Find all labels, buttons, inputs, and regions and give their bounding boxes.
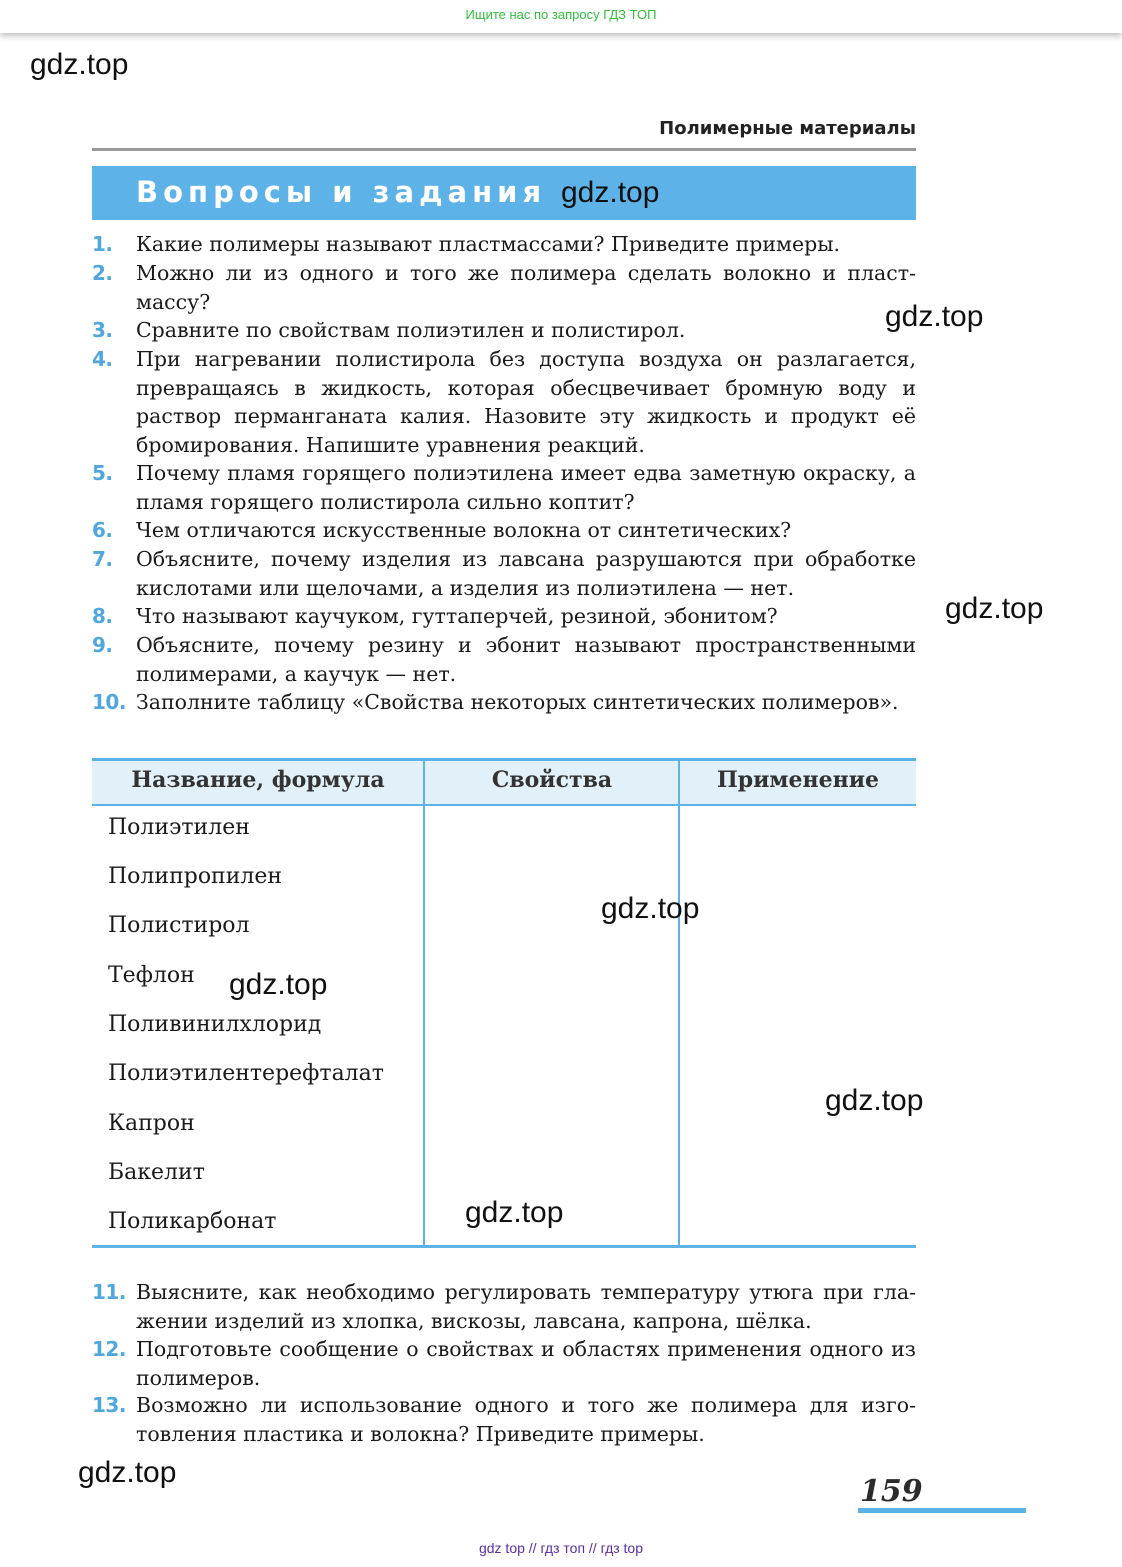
question-text: Какие полимеры называют пластмассами? Приведите примеры. [136, 232, 841, 256]
question-number: 6. [92, 518, 113, 542]
table-row: Полипропилен [108, 864, 283, 889]
question-text: При нагревании полистирола без доступа воздуха он разлагается, превращаясь в жидкость, которая обесцвечивает бромную воду и раствор перманганата калия. Назовите эту жидкость и продукт её бромирования. Напишите уравнения реакций. [136, 347, 916, 457]
question-item [92, 259, 916, 316]
running-head: Полимерные материалы [92, 118, 916, 151]
question-item [92, 631, 916, 688]
table-row: Тефлон [108, 963, 195, 988]
table-row: Капрон [108, 1111, 195, 1136]
question-number: 4. [92, 347, 113, 371]
watermark: gdz.top [465, 1196, 564, 1229]
table-column-divider [678, 758, 680, 1248]
table-header-cell: Свойства [491, 767, 613, 793]
watermark: gdz.top [601, 892, 700, 925]
table-row: Полиэтилен [108, 815, 250, 840]
table-header-rule [92, 804, 916, 806]
watermark: gdz.top [945, 592, 1044, 625]
watermark: gdz.top [229, 968, 328, 1001]
table-header-cell: Применение [716, 767, 880, 793]
page-number-text: 159 [860, 1474, 923, 1509]
question-item [92, 345, 916, 459]
question-text: Можно ли из одного и того же полимера сделать волокно и пластмассу? [136, 261, 916, 314]
top-banner [0, 0, 1122, 33]
section-title: Вопросы и задания [136, 175, 547, 209]
question-text: Объясните, почему резину и эбонит называют пространственными полимерами, а каучук — нет. [136, 633, 916, 686]
watermark: gdz.top [825, 1084, 924, 1117]
question-text: Выясните, как необходимо регулировать температуру утюга при глажении изделий из хлопка, вискозы, лавсана, капрона, шёлка. [136, 1280, 916, 1333]
question-number: 11. [92, 1280, 126, 1304]
question-number: 1. [92, 232, 113, 256]
table-row: Полиэтилентерефталат [108, 1061, 384, 1086]
question-item [92, 516, 916, 545]
question-text: Объясните, почему изделия из лавсана разрушаются при обработке кислотами или щелочами, а изделия из полиэтилена — нет. [136, 547, 916, 600]
question-item [92, 1335, 916, 1392]
watermark: gdz.top [78, 1456, 177, 1489]
page-number [858, 1474, 1026, 1513]
table-row: Полистирол [108, 913, 250, 938]
question-number: 12. [92, 1337, 126, 1361]
question-text: Подготовьте сообщение о свойствах и областях применения одного из полимеров. [136, 1337, 916, 1390]
question-item [92, 316, 916, 345]
watermark: gdz.top [561, 176, 660, 209]
table-bottom-rule [92, 1245, 916, 1248]
question-item [92, 1278, 916, 1335]
section-header [92, 166, 916, 220]
question-number: 10. [92, 690, 126, 714]
question-item [92, 459, 916, 516]
question-item [92, 230, 916, 259]
question-item [92, 545, 916, 602]
question-number: 9. [92, 633, 113, 657]
question-number: 2. [92, 261, 113, 285]
question-number: 5. [92, 461, 113, 485]
watermark: gdz.top [30, 48, 129, 81]
question-item [92, 602, 916, 631]
question-text: Что называют каучуком, гуттаперчей, резиной, эбонитом? [136, 604, 778, 628]
question-number: 13. [92, 1393, 126, 1417]
table-top-rule [92, 758, 916, 761]
question-number: 3. [92, 318, 113, 342]
question-item [92, 688, 916, 717]
table-column-divider [423, 758, 425, 1248]
question-text: Чем отличаются искусственные волокна от синтетических? [136, 518, 792, 542]
table-row: Поликарбонат [108, 1209, 277, 1234]
footer-links: gdz top // гдз топ // гдз top [478, 1540, 644, 1556]
table-row: Бакелит [108, 1160, 205, 1185]
question-item [92, 1391, 916, 1448]
top-banner-text: Ищите нас по запросу ГДЗ ТОП [465, 7, 657, 22]
question-number: 7. [92, 547, 113, 571]
question-number: 8. [92, 604, 113, 628]
table-header-cell: Название, формула [131, 767, 385, 793]
question-text: Сравните по свойствам полиэтилен и полистирол. [136, 318, 686, 342]
question-text: Возможно ли использование одного и того же полимера для изготовления пластика и волокна? Приведите примеры. [136, 1393, 916, 1446]
question-text: Почему пламя горящего полиэтилена имеет едва заметную окраску, а пламя горящего полистирола сильно коптит? [136, 461, 916, 514]
table-row: Поливинилхлорид [108, 1012, 322, 1037]
watermark: gdz.top [885, 300, 984, 333]
polymers-table [92, 758, 916, 1248]
question-text: Заполните таблицу «Свойства некоторых синтетических полимеров». [136, 690, 899, 714]
